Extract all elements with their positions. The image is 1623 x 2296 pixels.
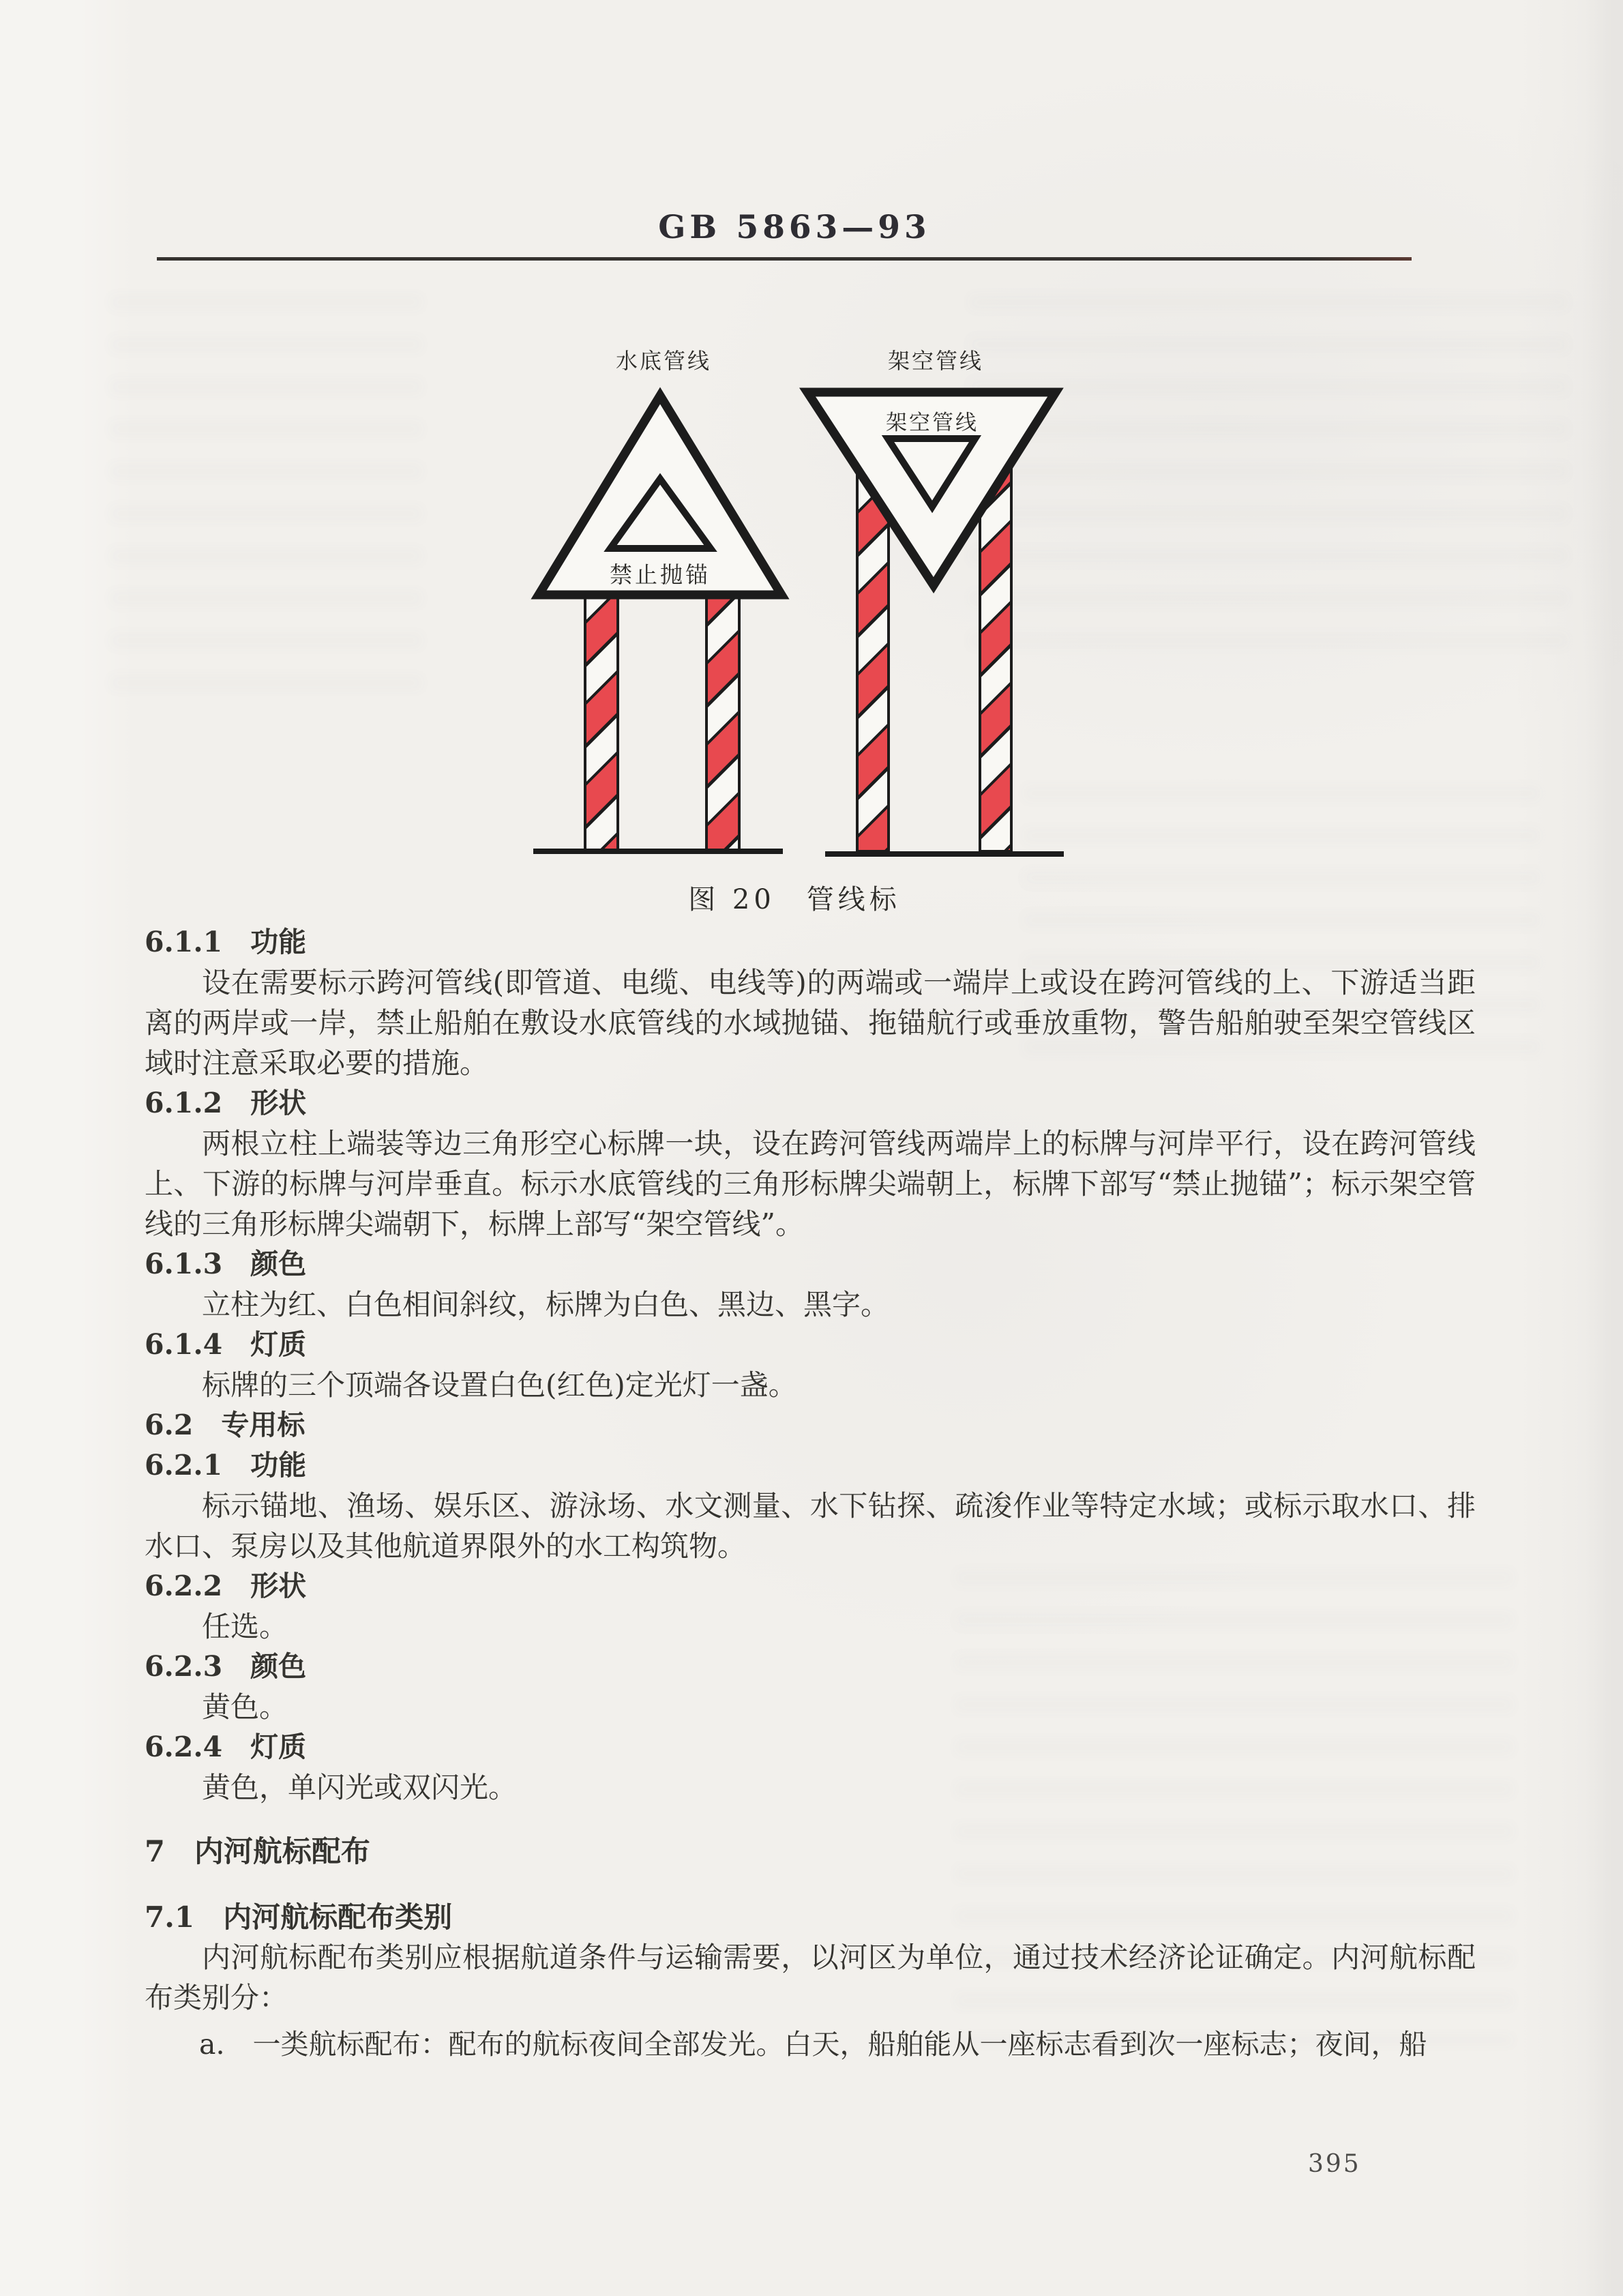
pipeline-marks-drawing (505, 300, 1146, 928)
overhead-pipeline-sign (807, 348, 1064, 854)
heading-6-2-3: 6.2.3 颜色 (145, 1650, 307, 1683)
page-number: 395 (1308, 2150, 1361, 2178)
standard-code: GB 5863—93 (658, 209, 931, 246)
paragraph-6-1-1: 设在需要标示跨河管线(即管道、电缆、电线等)的两端或一端岸上或设在跨河管线的上、下游适当距离的两岸或一岸，禁止船舶在敷设水底管线的水域抛锚、拖锚航行或垂放重物，警告船舶驶至架空管线区域时注意采取必要的措施。 (145, 966, 1476, 1080)
submerged-pipeline-label: 水底管线 (615, 348, 712, 374)
no-anchoring-text: 禁止抛锚 (610, 561, 711, 588)
body-text (145, 922, 1476, 2065)
figure-caption: 图 20 管线标 (688, 884, 901, 915)
heading-6-2: 6.2 专用标 (145, 1409, 306, 1441)
bleed-through-artifact (109, 293, 423, 716)
paragraph-6-2-3: 黄色。 (202, 1690, 288, 1724)
heading-6-1-3: 6.1.3 颜色 (145, 1248, 307, 1280)
paragraph-7-1: 内河航标配布类别应根据航道条件与运输需要，以河区为单位，通过技术经济论证确定。内河航标配布类别分： (145, 1941, 1476, 2014)
heading-6-1-1: 6.1.1 功能 (145, 926, 307, 958)
heading-6-2-1: 6.2.1 功能 (145, 1449, 307, 1482)
heading-7: 7 内河航标配布 (145, 1835, 370, 1869)
striped-pole (706, 595, 739, 850)
header-rule (157, 257, 1412, 261)
heading-7-1: 7.1 内河航标配布类别 (145, 1900, 453, 1934)
striped-pole (585, 595, 618, 850)
submerged-pipeline-sign (533, 348, 783, 851)
overhead-pipeline-label: 架空管线 (887, 348, 984, 374)
paragraph-6-1-2: 两根立柱上端装等边三角形空心标牌一块，设在跨河管线两端岸上的标牌与河岸平行，设在跨河管线上、下游的标牌与河岸垂直。标示水底管线的三角形标牌尖端朝上，标牌下部写“禁止抛锚”；标示架空管线的三角形标牌尖端朝下，标牌上部写“架空管线”。 (145, 1127, 1476, 1241)
paragraph-6-2-4: 黄色，单闪光或双闪光。 (202, 1771, 518, 1804)
list-item-a: a. 一类航标配布：配布的航标夜间全部发光。白天，船舶能从一座标志看到次一座标志；夜间，船 (199, 2028, 1427, 2061)
heading-6-1-2: 6.1.2 形状 (145, 1087, 307, 1119)
heading-6-2-2: 6.2.2 形状 (145, 1570, 307, 1602)
figure-pipeline-marks (505, 300, 1146, 928)
paragraph-6-2-1: 标示锚地、渔场、娱乐区、游泳场、水文测量、水下钻探、疏浚作业等特定水域；或标示取水口、排水口、泵房以及其他航道界限外的水工构筑物。 (145, 1489, 1476, 1563)
overhead-pipeline-board-text: 架空管线 (886, 411, 979, 435)
paragraph-6-2-2: 任选。 (202, 1610, 288, 1643)
paragraph-6-1-4: 标牌的三个顶端各设置白色(红色)定光灯一盏。 (202, 1368, 797, 1402)
heading-6-2-4: 6.2.4 灯质 (145, 1731, 307, 1763)
heading-6-1-4: 6.1.4 灯质 (145, 1328, 307, 1361)
paragraph-6-1-3: 立柱为红、白色相间斜纹，标牌为白色、黑边、黑字。 (202, 1288, 890, 1321)
